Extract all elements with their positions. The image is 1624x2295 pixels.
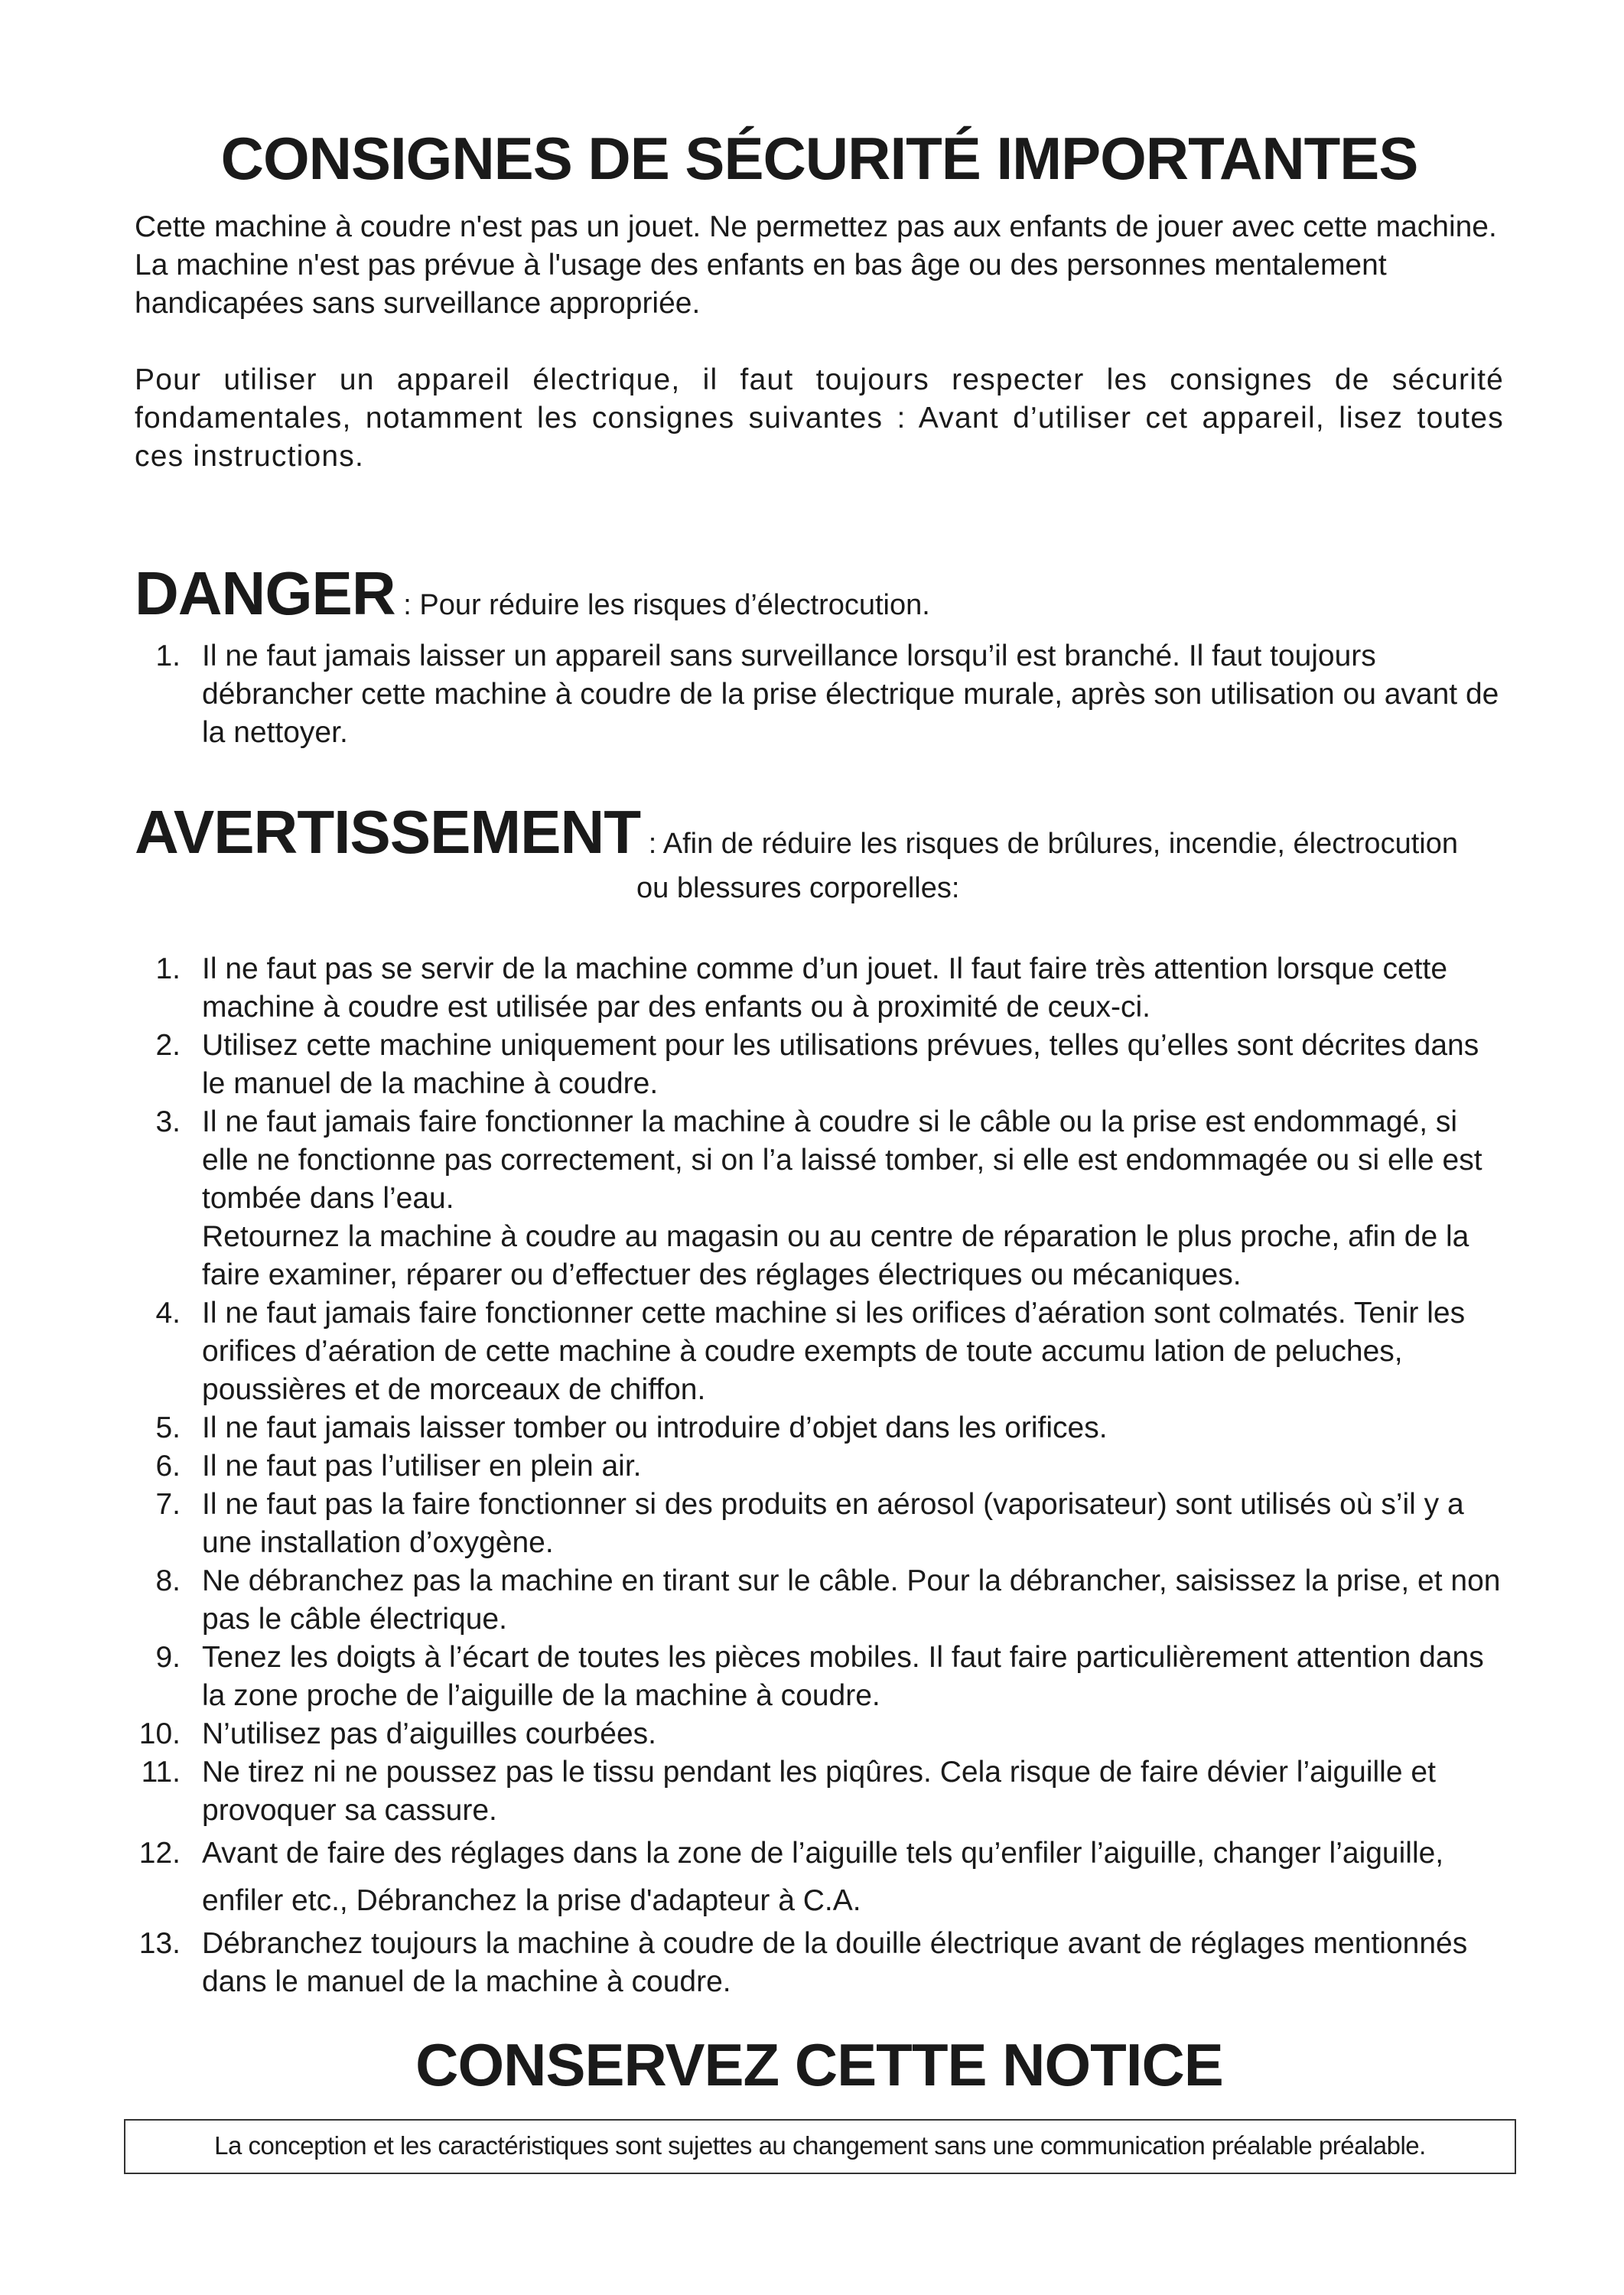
avertissement-subtitle: : Afin de réduire les risques de brûlures, incendie, électrocution (640, 828, 1458, 860)
footer-title: CONSERVEZ CETTE NOTICE (415, 2031, 1223, 2098)
item-number: 3. (155, 1105, 181, 1138)
item-text: Il ne faut jamais laisser tomber ou introduire d’objet dans les orifices. (202, 1411, 1108, 1444)
danger-subtitle: : Pour réduire les risques d’électrocution. (395, 589, 930, 621)
intro-paragraph: Pour utiliser un appareil électrique, il faut toujours respecter les consignes de sécurité fondamentales, notamment les consignes suivantes : Avant d’utiliser cet appareil, lisez toutes ces instructions. (135, 363, 1504, 473)
item-number: 9. (155, 1641, 181, 1674)
intro-paragraph: La machine n'est pas prévue à l'usage des enfants en bas âge ou des personnes mentalement handicapées sans surveillance appropriée. (135, 249, 1387, 320)
item-text: Débranchez toujours la machine à coudre de la douille électrique avant de réglages mentionnés dans le manuel de la machine à coudre. (202, 1927, 1468, 1998)
item-number: 2. (155, 1029, 181, 1062)
list-item (135, 1639, 1504, 1715)
item-number: 6. (155, 1450, 181, 1483)
item-text: N’utilisez pas d’aiguilles courbées. (202, 1717, 656, 1750)
danger-word: DANGER (135, 559, 395, 627)
list-item (135, 1753, 1504, 1830)
avertissement-word: AVERTISSEMENT (135, 798, 641, 866)
item-number: 7. (155, 1488, 181, 1521)
list-item (135, 1562, 1504, 1639)
danger-list (135, 637, 1504, 752)
item-text: Il ne faut pas la faire fonctionner si des produits en aérosol (vaporisateur) sont utilisés où s’il y a une installation d’oxygène. (202, 1488, 1464, 1559)
list-item (135, 637, 1504, 752)
list-item (135, 1925, 1504, 2001)
intro-section (135, 208, 1504, 476)
item-text: Il ne faut pas l’utiliser en plein air. (202, 1450, 642, 1483)
item-number: 8. (155, 1564, 181, 1597)
item-number: 1. (155, 640, 181, 672)
item-text: Avant de faire des réglages dans la zone de l’aiguille tels qu’enfiler l’aiguille, changer l’aiguille, enfiler etc., Débranchez la prise d'adapteur à C.A. (202, 1837, 1444, 1917)
item-number: 4. (155, 1297, 181, 1330)
item-number: 13. (138, 1927, 181, 1960)
item-text: Utilisez cette machine uniquement pour les utilisations prévues, telles qu’elles sont décrites dans le manuel de la machine à coudre. (202, 1029, 1479, 1100)
item-number: 11. (141, 1756, 181, 1789)
item-text: Il ne faut jamais faire fonctionner cette machine si les orifices d’aération sont colmatés. Tenir les orifices d’aération de cette machine à coudre exempts de toute accumu lation de peluches, poussières et de morceaux de chiffon. (202, 1297, 1466, 1406)
item-text: Ne tirez ni ne poussez pas le tissu pendant les piqûres. Cela risque de faire dévier l’aiguille et provoquer sa cassure. (202, 1756, 1436, 1827)
notice-box: La conception et les caractéristiques sont sujettes au changement sans une communication préalable préalable. (124, 2119, 1516, 2174)
list-item (135, 1830, 1504, 1925)
danger-heading (135, 558, 1512, 629)
list-item (135, 950, 1504, 1027)
item-text: Il ne faut jamais faire fonctionner la machine à coudre si le câble ou la prise est endommagé, si elle ne fonctionne pas correctement, si on l’a laissé tomber, si elle est endommagée ou si elle est tombée dans l’eau. (202, 1105, 1482, 1215)
list-item (135, 1715, 1504, 1753)
list-item (135, 1027, 1504, 1103)
item-text: Il ne faut pas se servir de la machine comme d’un jouet. Il faut faire très attention lorsque cette machine à coudre est utilisée par des enfants ou à proximité de ceux-ci. (202, 952, 1448, 1024)
item-number: 1. (155, 952, 181, 985)
avertissement-subtitle-cont: ou blessures corporelles: (636, 872, 960, 904)
avertissement-heading (135, 797, 1512, 868)
list-item (135, 1294, 1504, 1409)
page-title: CONSIGNES DE SÉCURITÉ IMPORTANTES (220, 125, 1418, 192)
item-number: 12. (138, 1837, 181, 1870)
item-text: Il ne faut jamais laisser un appareil sans surveillance lorsqu’il est branché. Il faut toujours débrancher cette machine à coudre de la prise électrique murale, après son utilisation ou avant de la nettoyer. (202, 640, 1499, 749)
avertissement-list (135, 950, 1504, 2001)
item-number: 5. (155, 1411, 181, 1444)
item-number: 10. (138, 1717, 181, 1750)
item-text-continued: Retournez la machine à coudre au magasin ou au centre de réparation le plus proche, afin de la faire examiner, réparer ou d’effectuer des réglages électriques ou mécaniques. (202, 1220, 1469, 1291)
list-item (135, 1409, 1504, 1447)
list-item (135, 1486, 1504, 1562)
item-text: Tenez les doigts à l’écart de toutes les pièces mobiles. Il faut faire particulièrement attention dans la zone proche de l’aiguille de la machine à coudre. (202, 1641, 1484, 1712)
list-item (135, 1447, 1504, 1486)
list-item (135, 1103, 1504, 1294)
intro-paragraph: Cette machine à coudre n'est pas un jouet. Ne permettez pas aux enfants de jouer avec cette machine. (135, 210, 1497, 243)
item-text: Ne débranchez pas la machine en tirant sur le câble. Pour la débrancher, saisissez la prise, et non pas le câble électrique. (202, 1564, 1501, 1636)
